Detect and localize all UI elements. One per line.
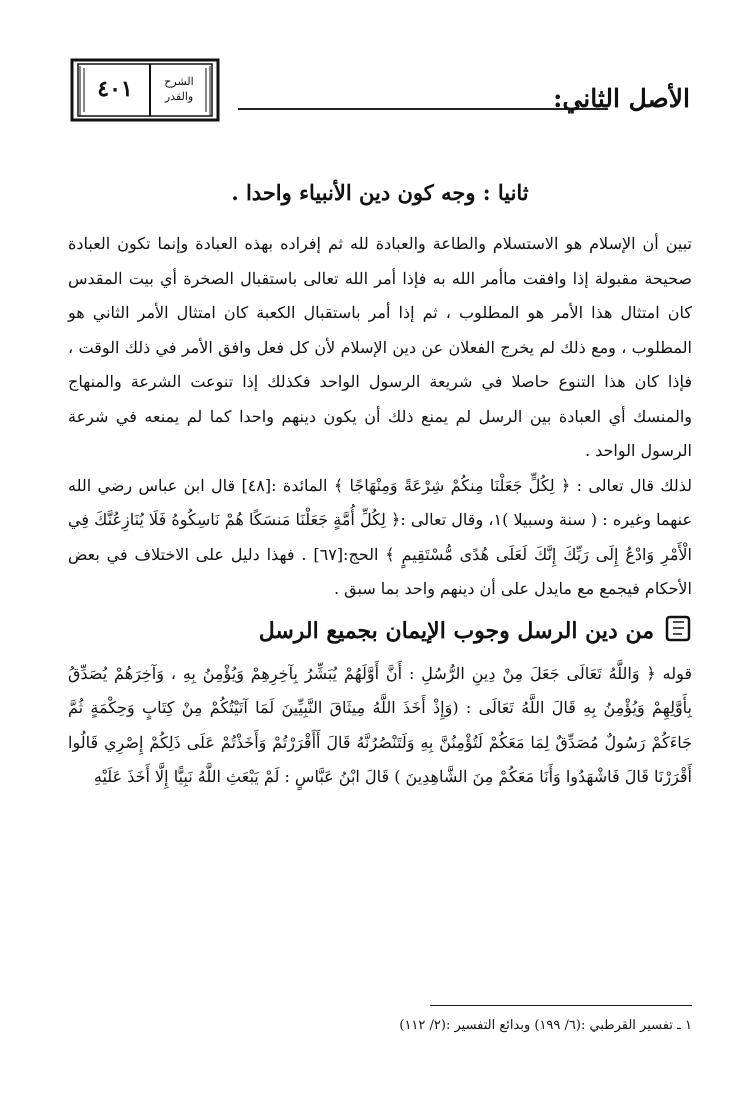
footnote: ١ ـ تفسير القرطبي :(٦/ ١٩٩) وبدائع التفسير :(٢/ ١١٢) — [399, 1018, 692, 1033]
footnote-rule — [430, 1005, 692, 1006]
body-paragraph-1: تبين أن الإسلام هو الاستسلام والطاعة والعبادة لله ثم إفراده بهذه العبادة وإنما تكون العبادة صحيحة مقبولة إذا وافقت ماأمر الله به فإذا أمر الله تعالى باستقبال الصخرة أي بيت المقدس كان امتثال هذا الأمر هو المطلوب ، ثم إذا أمر باستقبال الكعبة كان امتثال الأمر الثاني هو المطلوب ، ومع ذلك لم يخرج الفعلان عن دين الإسلام لأن كل فعل وافق الأمر في ذلك الوقت ، فإذا كان هذا التنوع حاصلا في شريعة الرسول الواحد فكذلك إذا تنوعت الشرعة والمنهاج والمنسك أي العبادة بين الرسل لم يمنع ذلك أن يكون دينهم واحدا كما لم يمنعه في شرعة الرسول الواحد . — [68, 234, 693, 460]
book-title-line2: والقدر — [164, 90, 194, 103]
page-body — [68, 180, 692, 795]
subsection-heading — [68, 613, 692, 649]
page-header — [70, 58, 690, 128]
book-title — [154, 74, 204, 104]
page-number: ٤٠١ — [97, 76, 133, 102]
scroll-icon — [664, 613, 692, 649]
book-title-line1: الشرح — [164, 75, 194, 88]
body-paragraph-2: لذلك قال تعالى : ﴿ لِكُلٍّ جَعَلْنَا مِنكُمْ شِرْعَةً وَمِنْهَاجًا ﴾ المائدة :[٤٨] قال ابن عباس رضي الله عنهما وغيره : ( سنة وسبيلا )١، وقال تعالى :﴿ لِكُلِّ أُمَّةٍ جَعَلْنَا مَنسَكًا هُمْ نَاسِكُوهُ فَلَا يُنَازِعُنَّكَ فِي الْأَمْرِ وَادْعُ إِلَى رَبِّكَ إِنَّكَ لَعَلَى هُدًى مُّسْتَقِيمٍ ﴾ الحج:[٦٧] . فهذا دليل على الاختلاف في بعض الأحكام فيجمع مع مايدل على أن دينهم واحد بما سبق . — [68, 475, 692, 598]
section-heading: ثانيا : وجه كون دين الأنبياء واحدا . — [231, 180, 529, 205]
subsection-heading-text: من دين الرسل وجوب الإيمان بجميع الرسل — [258, 617, 654, 644]
subsection-paragraph: قوله ﴿ وَاللَّهُ تَعَالَى جَعَلَ مِنْ دِينِ الرُّسُلِ : أَنَّ أَوَّلَهُمْ يُبَشِّرُ بِآخِرِهِمْ وَيُؤْمِنُ بِهِ ، وَآخِرَهُمْ يُصَدِّقُ بِأَوَّلِهِمْ وَيُؤْمِنُ بِهِ قَالَ اللَّهُ تَعَالَى : (وَإِذْ أَخَذَ اللَّهُ مِيثَاقَ النَّبِيِّينَ لَمَا آتَيْتُكُمْ مِنْ كِتَابٍ وَحِكْمَةٍ ثُمَّ جَاءَكُمْ رَسُولٌ مُصَدِّقٌ لِمَا مَعَكُمْ لَتُؤْمِنُنَّ بِهِ وَلَتَنْصُرُنَّهُ قَالَ أَأَقْرَرْتُمْ وَأَخَذْتُمْ عَلَى ذَلِكُمْ إِصْرِي قَالُوا أَقْرَرْنَا قَالَ فَاشْهَدُوا وَأَنَا مَعَكُمْ مِنَ الشَّاهِدِينَ ) قَالَ ابْنُ عَبَّاسٍ : لَمْ يَبْعَثِ اللَّهُ نَبِيًّا إِلَّا أَخَذَ عَلَيْهِ — [68, 663, 692, 786]
section-label: الأصل الثاني: — [553, 84, 690, 113]
